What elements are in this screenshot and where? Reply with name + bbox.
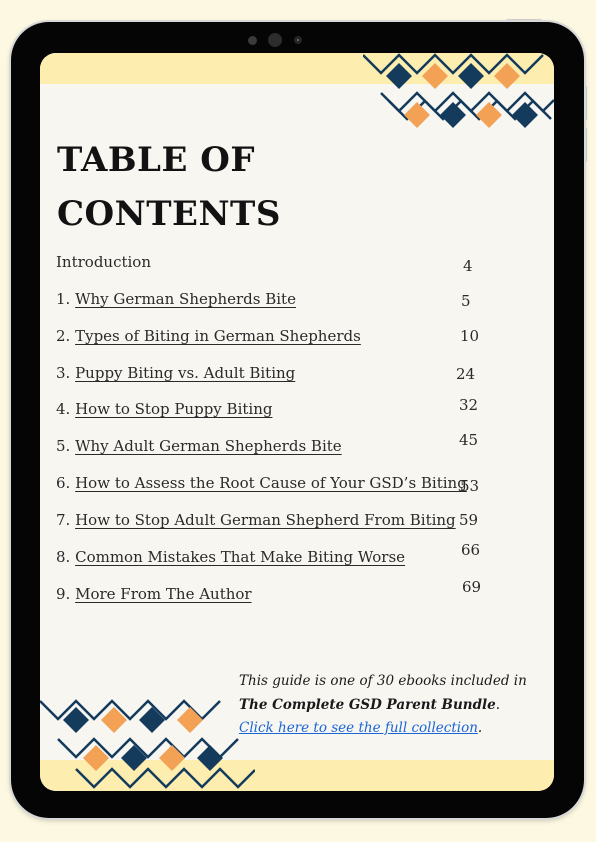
toc-number: 7. [56,511,71,529]
bundle-note [239,670,551,741]
camera-icon [268,33,282,47]
toc-link[interactable]: Types of Biting in German Shepherds [75,327,361,345]
toc-row[interactable] [56,290,496,314]
toc-number: 9. [56,585,71,603]
toc-row[interactable] [56,327,496,351]
toc-number: 1. [56,290,71,308]
toc-row[interactable] [56,474,496,498]
toc-label: Introduction [56,253,151,271]
bundle-name: The Complete GSD Parent Bundle [239,696,496,713]
toc-link[interactable]: Why Adult German Shepherds Bite [75,437,342,455]
toc-page-number: 5 [461,292,471,310]
sensor-dot-icon [248,36,257,45]
toc-page-number: 59 [459,511,479,529]
toc-link[interactable]: More From The Author [75,585,252,603]
page-title: TABLE OF CONTENTS [57,140,281,234]
toc-link[interactable]: Why German Shepherds Bite [75,290,296,308]
toc-row[interactable] [56,511,496,535]
toc-link[interactable]: Puppy Biting vs. Adult Biting [75,364,296,382]
toc-page-number: 4 [463,257,473,275]
toc-row[interactable] [56,431,496,461]
diamond-pattern-bottom-left [40,693,255,791]
toc-page-number: 69 [462,578,482,596]
toc-number: 2. [56,327,71,345]
note-period: . [495,696,501,713]
toc-row[interactable] [56,578,496,609]
toc-number: 8. [56,548,71,566]
toc-number: 5. [56,437,71,455]
ebook-page [40,53,554,791]
toc-page-number: 24 [456,365,476,383]
toc-link[interactable]: How to Assess the Root Cause of Your GSD’s Biting [75,474,467,492]
volume-up-button[interactable] [584,86,587,120]
toc-link[interactable]: Common Mistakes That Make Biting Worse [75,548,406,566]
link-period: . [477,720,483,736]
full-collection-link[interactable]: Click here to see the full collection [239,720,478,736]
toc-row[interactable] [56,396,496,424]
toc-link[interactable]: How to Stop Puppy Biting [75,400,273,418]
diamond-pattern-top-right [363,53,554,139]
volume-down-button[interactable] [584,128,587,162]
toc-number: 6. [56,474,71,492]
sensor-icon [294,36,302,44]
toc-row[interactable] [56,364,496,388]
toc-page-number: 32 [459,396,479,414]
toc-page-number: 66 [461,541,481,559]
note-text: This guide is one of 30 ebooks included in [239,673,527,689]
toc-page-number: 10 [460,327,480,345]
toc-link[interactable]: How to Stop Adult German Shepherd From Biting [75,511,456,529]
toc-row [56,253,496,277]
toc-number: 4. [56,400,71,418]
toc-row[interactable] [56,541,496,572]
toc-page-number: 45 [459,431,479,449]
toc-page-number: 53 [460,477,480,495]
toc-number: 3. [56,364,71,382]
